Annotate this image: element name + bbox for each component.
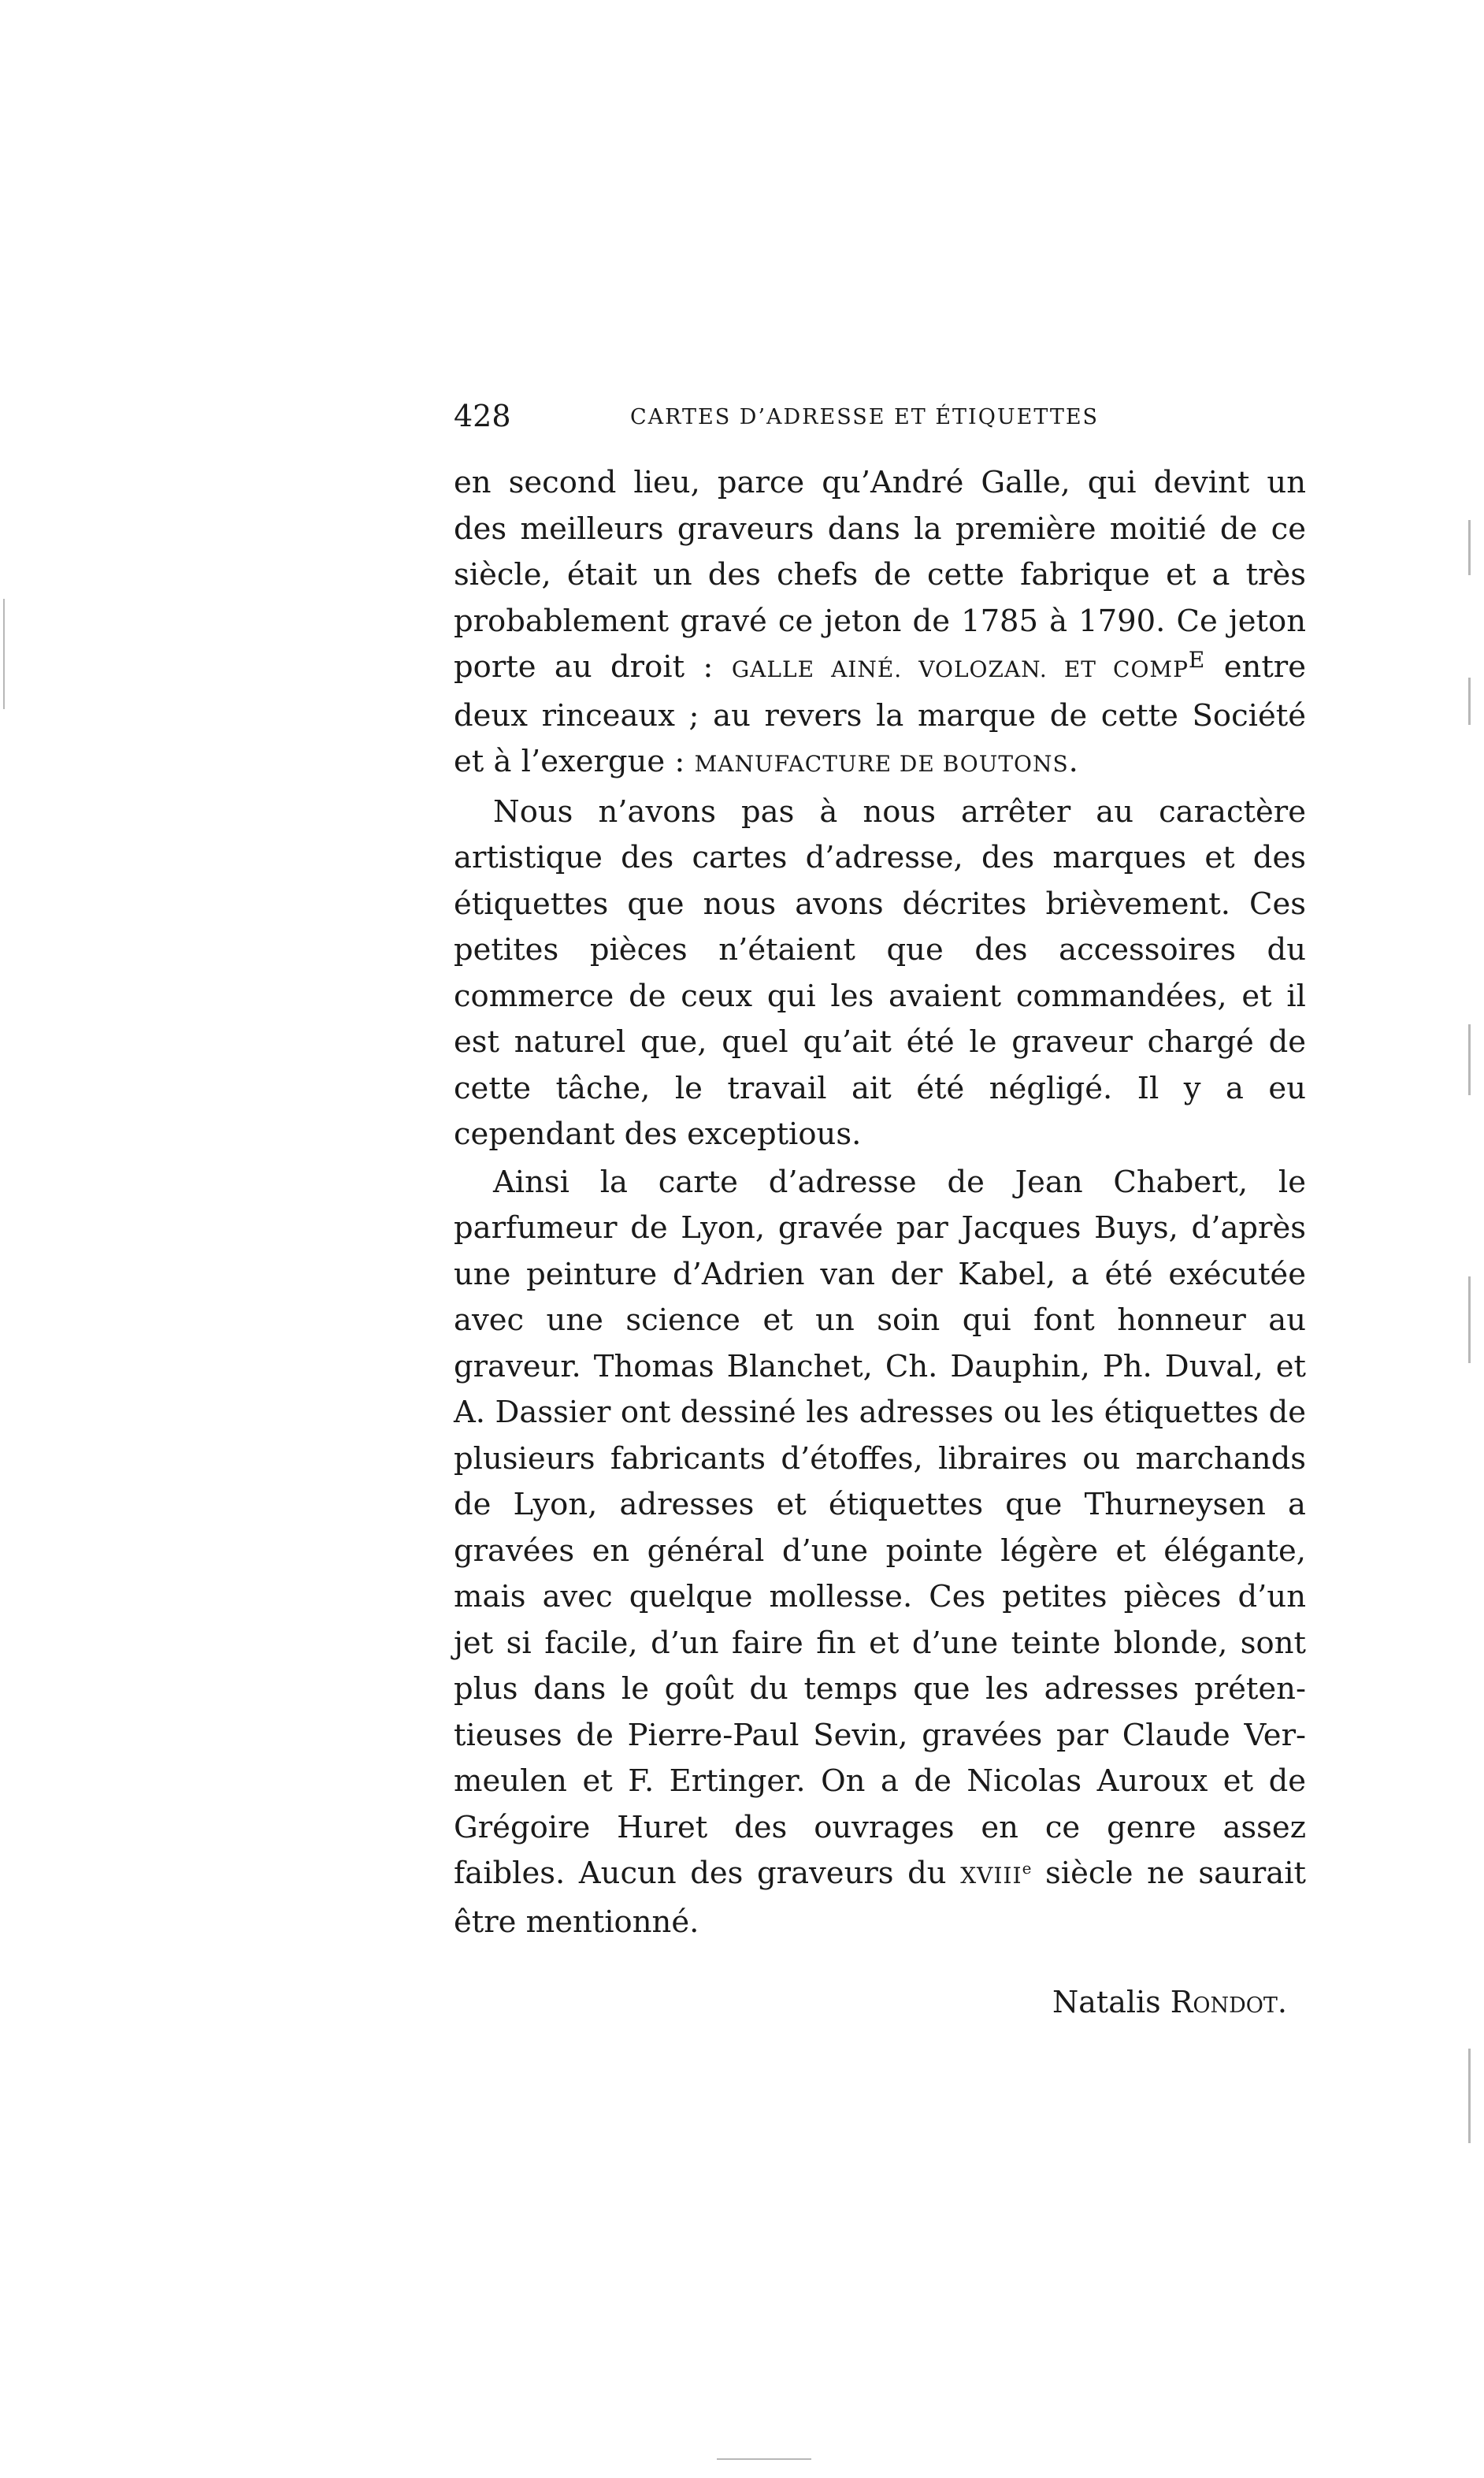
signature-given-name: Natalis: [1052, 1985, 1161, 2019]
paragraph-2: Nous n’avons pas à nous arrêter au caractère artistique des cartes d’adresse, des marques et des étiquettes que nous avons décrites brièvement. Ces petites pièces n’étaient que des accessoires du commerce de ceux qui les avaient commandées, et il est naturel que, quel qu’ait été le graveur chargé de cette tâche, le travail ait été négligé. Il y a eu cependant des exceptious.: [454, 793, 1306, 1152]
paragraph-1-text-a: en second lieu, parce qu’André Galle, qui devint un des meilleurs graveurs dans la première moitié de ce siècle, était un des chefs de cette fabrique et a très probablement gravé ce jeton de 1785 à 1790. Ce jeton porte au droit :: [454, 465, 1306, 685]
scan-mark: [1468, 2049, 1471, 2143]
signature-surname: Rondot.: [1170, 1985, 1287, 2019]
body-text: [454, 460, 1306, 1945]
jeton-inscription: GALLE AINÉ. VOLOZAN. ET COMP: [731, 656, 1189, 682]
scan-mark: [1468, 1024, 1471, 1095]
scan-mark: [717, 2458, 811, 2460]
paragraph-3: [454, 1160, 1306, 1946]
page-number: 428: [454, 399, 511, 433]
scan-mark: [3, 599, 5, 709]
scan-mark: [1468, 1276, 1471, 1363]
exergue-inscription: MANUFACTURE DE BOUTONS: [694, 751, 1069, 777]
book-page: [454, 394, 1306, 2019]
paragraph-3-text-a: Ainsi la carte d’adresse de Jean Chabert, le parfumeur de Lyon, gravée par Jacques Buys, d’après une peinture d’Adrien van der Kabel, a été exécutée avec une science et un soin qui font honneur au graveur. Thomas Blanchet, Ch. Dauphin, Ph. Duval, et A. Dassier ont dessiné les adresses ou les étiquettes de plusieurs fabricants d’étoffes, libraires ou marchands de Lyon, adresses et étiquettes que Thurneysen a gravées en général d’une pointe légère et élégante, mais avec quelque mollesse. Ces petites pièces d’un jet si facile, d’un faire fin et d’une teinte blonde, sont plus dans le goût du temps que les adresses prétentieuses de Pierre-Paul Sevin, gravées par Claude Vermeulen et F. Ertinger. On a de Nicolas Auroux et de Grégoire Huret des ouvrages en ce genre assez faibles. Aucun des graveurs du: [454, 1164, 1306, 1891]
scan-mark: [1468, 678, 1471, 725]
superscript-e: e: [1022, 1859, 1032, 1878]
paragraph-1: [454, 460, 1306, 788]
running-head: [454, 394, 1306, 441]
paragraph-3-text-b: siècle ne saurait être mentionné.: [454, 1856, 1306, 1940]
running-title: CARTES D’ADRESSE ET ÉTIQUETTES: [630, 405, 1100, 429]
author-signature: [454, 1985, 1306, 2019]
scan-mark: [1468, 520, 1471, 575]
paragraph-1-text-b: entre deux rinceaux ; au revers la marque de cette Société et à l’exergue :: [454, 649, 1306, 779]
superscript-e: E: [1188, 647, 1206, 673]
century-numeral: XVIII: [960, 1863, 1022, 1889]
paragraph-1-text-c: .: [1068, 744, 1078, 779]
